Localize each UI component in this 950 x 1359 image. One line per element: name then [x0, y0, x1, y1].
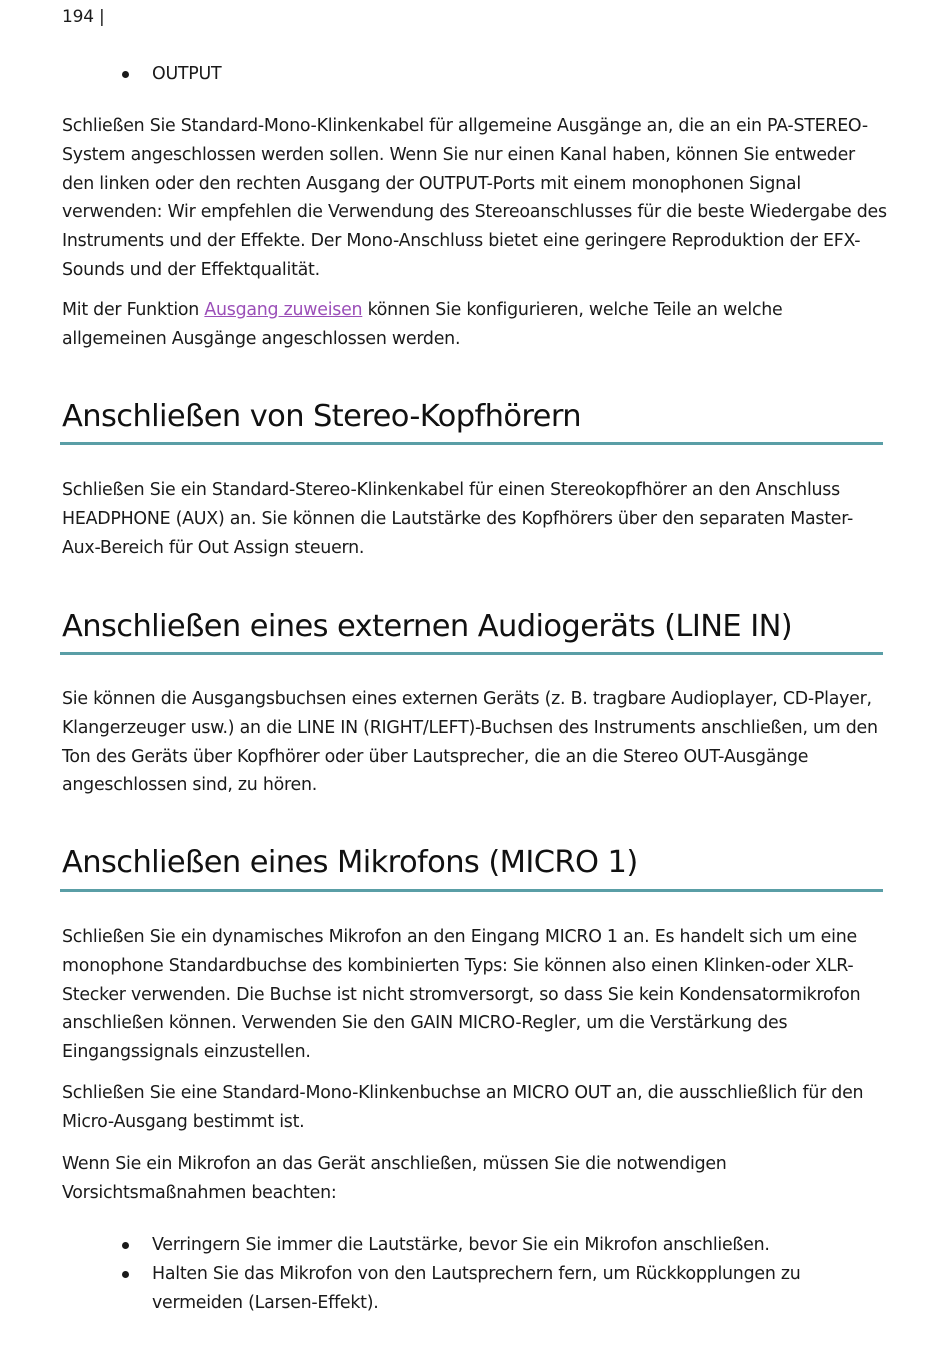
list-item [62, 1231, 888, 1260]
paragraph-text: können Sie konfigurieren, welche Teile an welche allgemeinen Ausgänge angeschlossen werden. [62, 300, 783, 349]
bullet-icon [122, 1271, 129, 1278]
bullet-icon [122, 71, 129, 78]
section-heading-headphones: Anschließen von Stereo-Kopfhörern [62, 399, 581, 434]
micro-precautions-list [62, 1231, 888, 1317]
section-heading-line-in: Anschließen eines externen Audiogeräts (LINE IN) [62, 609, 793, 644]
page-number: 194 | [62, 7, 105, 27]
list-item [62, 60, 888, 89]
bullet-icon [122, 1242, 129, 1249]
headphones-paragraph: Schließen Sie ein Standard-Stereo-Klinkenkabel für einen Stereokopfhörer an den Anschluss HEADPHONE (AUX) an. Sie können die Lautstärke des Kopfhörers über den separaten Master-Aux-Bereich für Out Assign steuern. [62, 480, 854, 558]
heading-divider [60, 652, 883, 655]
line-in-paragraph: Sie können die Ausgangsbuchsen eines externen Geräts (z. B. tragbare Audioplayer, CD-Player, Klangerzeuger usw.) an die LINE IN (RIGHT/LEFT)-Buchsen des Instruments anschließen, um den Ton des Geräts über Kopfhörer oder über Lautsprecher, die an die Stereo OUT-Ausgänge angeschlossen sind, zu hören. [62, 689, 878, 796]
section-heading-micro: Anschließen eines Mikrofons (MICRO 1) [62, 845, 638, 880]
list-item-text: Verringern Sie immer die Lautstärke, bevor Sie ein Mikrofon anschließen. [152, 1235, 770, 1255]
output-bullet-list [62, 60, 888, 89]
paragraph-text: Mit der Funktion [62, 300, 205, 320]
assign-output-link[interactable]: Ausgang zuweisen [204, 300, 363, 320]
output-paragraph: Schließen Sie Standard-Mono-Klinkenkabel für allgemeine Ausgänge an, die an ein PA-STEREO-System angeschlossen werden sollen. Wenn Sie nur einen Kanal haben, können Sie entweder den linken oder den rechten Ausgang der OUTPUT-Ports mit einem monophonen Signal verwenden: Wir empfehlen die Verwendung des Stereoanschlusses für die beste Wiedergabe des Instruments und der Effekte. Der Mono-Anschluss bietet eine geringere Reproduktion der EFX-Sounds und der Effektqualität. [62, 116, 887, 280]
micro-paragraph-2: Schließen Sie eine Standard-Mono-Klinkenbuchse an MICRO OUT an, die ausschließlich für den Micro-Ausgang bestimmt ist. [62, 1083, 864, 1132]
list-item [62, 1260, 888, 1318]
heading-divider [60, 889, 883, 892]
assign-output-paragraph [62, 296, 888, 354]
list-item-text: Halten Sie das Mikrofon von den Lautsprechern fern, um Rückkopplungen zu vermeiden (Larsen-Effekt). [152, 1263, 801, 1313]
micro-paragraph-3: Wenn Sie ein Mikrofon an das Gerät anschließen, müssen Sie die notwendigen Vorsichtsmaßnahmen beachten: [62, 1154, 727, 1203]
list-item-text: OUTPUT [152, 64, 222, 84]
micro-paragraph-1: Schließen Sie ein dynamisches Mikrofon an den Eingang MICRO 1 an. Es handelt sich um eine monophone Standardbuchse des kombinierten Typs: Sie können also einen Klinken-oder XLR-Stecker verwenden. Die Buchse ist nicht stromversorgt, so dass Sie kein Kondensatormikrofon anschließen können. Verwenden Sie den GAIN MICRO-Regler, um die Verstärkung des Eingangssignals einzustellen. [62, 927, 861, 1063]
heading-divider [60, 442, 883, 445]
